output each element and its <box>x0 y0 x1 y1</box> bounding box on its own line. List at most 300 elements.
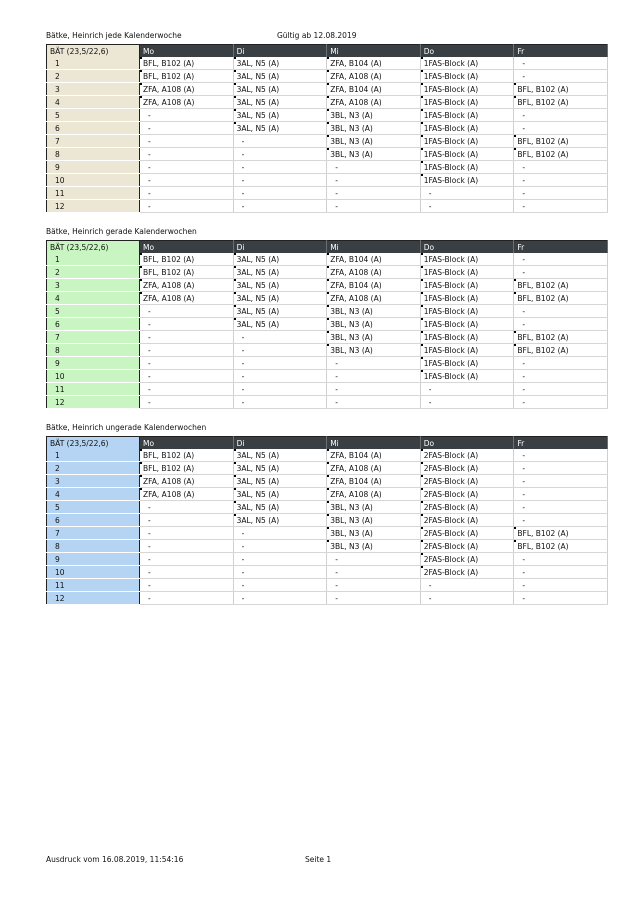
block-marker <box>327 475 329 477</box>
lesson-cell: - <box>420 579 514 592</box>
lesson-cell: - <box>514 174 608 187</box>
lesson-cell: 2FAS-Block (A) <box>420 527 514 540</box>
block-marker <box>421 148 423 150</box>
lesson-cell: - <box>140 514 234 527</box>
lesson-cell: 3BL, N3 (A) <box>327 148 421 161</box>
block-marker <box>327 266 329 268</box>
block-marker <box>421 370 423 372</box>
lesson-cell: 2FAS-Block (A) <box>420 449 514 462</box>
lesson-cell: - <box>514 370 608 383</box>
lesson-cell: 3AL, N5 (A) <box>233 462 327 475</box>
lesson-cell: - <box>514 566 608 579</box>
lesson-cell: - <box>140 109 234 122</box>
lesson-cell: 3BL, N3 (A) <box>327 135 421 148</box>
period-number: 5 <box>47 109 140 122</box>
lesson-cell: 1FAS-Block (A) <box>420 122 514 135</box>
table-row <box>47 344 608 357</box>
block-marker <box>327 540 329 542</box>
lesson-cell: ZFA, B104 (A) <box>327 253 421 266</box>
block-marker <box>327 122 329 124</box>
lesson-cell: 3BL, N3 (A) <box>327 501 421 514</box>
lesson-cell: - <box>140 331 234 344</box>
lesson-cell: - <box>514 475 608 488</box>
period-number: 6 <box>47 514 140 527</box>
lesson-cell: ZFA, A108 (A) <box>140 96 234 109</box>
block-marker <box>514 527 516 529</box>
lesson-cell: 1FAS-Block (A) <box>420 331 514 344</box>
lesson-cell: - <box>514 161 608 174</box>
lesson-cell: BFL, B102 (A) <box>140 462 234 475</box>
block-marker <box>514 135 516 137</box>
block-marker <box>514 279 516 281</box>
lesson-cell: 2FAS-Block (A) <box>420 462 514 475</box>
lesson-cell: 1FAS-Block (A) <box>420 344 514 357</box>
lesson-cell: ZFA, A108 (A) <box>140 475 234 488</box>
block-marker <box>421 57 423 59</box>
day-header: Fr <box>514 241 608 254</box>
period-number: 9 <box>47 357 140 370</box>
block-marker <box>514 331 516 333</box>
table-row <box>47 540 608 553</box>
lesson-cell: - <box>140 592 234 605</box>
lesson-cell: BFL, B102 (A) <box>514 135 608 148</box>
lesson-cell: - <box>140 553 234 566</box>
lesson-cell: 1FAS-Block (A) <box>420 83 514 96</box>
block-marker <box>421 318 423 320</box>
block-marker <box>327 501 329 503</box>
lesson-cell: - <box>420 383 514 396</box>
lesson-cell: 3BL, N3 (A) <box>327 109 421 122</box>
table-row <box>47 122 608 135</box>
period-number: 11 <box>47 579 140 592</box>
day-header: Mi <box>327 437 421 450</box>
lesson-cell: - <box>514 383 608 396</box>
period-number: 4 <box>47 488 140 501</box>
block-marker <box>234 475 236 477</box>
lesson-cell: ZFA, A108 (A) <box>140 83 234 96</box>
block-marker <box>234 279 236 281</box>
lesson-cell: - <box>327 383 421 396</box>
block-marker <box>421 174 423 176</box>
table-row <box>47 253 608 266</box>
day-header: Di <box>233 241 327 254</box>
table-row <box>47 70 608 83</box>
table-row <box>47 187 608 200</box>
block-marker <box>140 57 142 59</box>
block-marker <box>234 57 236 59</box>
table-row <box>47 370 608 383</box>
lesson-cell: - <box>327 370 421 383</box>
lesson-cell: - <box>140 174 234 187</box>
print-timestamp: Ausdruck vom 16.08.2019, 11:54:16 <box>46 855 184 864</box>
lesson-cell: 3BL, N3 (A) <box>327 344 421 357</box>
section-title-odd-weeks: Bätke, Heinrich ungerade Kalenderwochen <box>46 423 207 432</box>
block-marker <box>140 96 142 98</box>
block-marker <box>421 449 423 451</box>
period-number: 3 <box>47 279 140 292</box>
lesson-cell: - <box>233 148 327 161</box>
lesson-cell: 3AL, N5 (A) <box>233 488 327 501</box>
lesson-cell: - <box>140 148 234 161</box>
lesson-cell: ZFA, B104 (A) <box>327 279 421 292</box>
block-marker <box>514 344 516 346</box>
lesson-cell: ZFA, A108 (A) <box>140 488 234 501</box>
table-row <box>47 174 608 187</box>
period-number: 6 <box>47 318 140 331</box>
lesson-cell: - <box>514 305 608 318</box>
lesson-cell: - <box>233 553 327 566</box>
lesson-cell: ZFA, B104 (A) <box>327 449 421 462</box>
table-row <box>47 527 608 540</box>
period-number: 8 <box>47 344 140 357</box>
lesson-cell: BFL, B102 (A) <box>514 96 608 109</box>
period-number: 4 <box>47 96 140 109</box>
block-marker <box>327 83 329 85</box>
lesson-cell: 1FAS-Block (A) <box>420 57 514 70</box>
lesson-cell: - <box>514 462 608 475</box>
table-row <box>47 135 608 148</box>
lesson-cell: ZFA, A108 (A) <box>140 279 234 292</box>
block-marker <box>421 83 423 85</box>
lesson-cell: - <box>514 514 608 527</box>
lesson-cell: - <box>514 266 608 279</box>
lesson-cell: BFL, B102 (A) <box>514 148 608 161</box>
block-marker <box>234 488 236 490</box>
table-row <box>47 148 608 161</box>
lesson-cell: 3AL, N5 (A) <box>233 279 327 292</box>
block-marker <box>421 488 423 490</box>
teacher-label: BÄT (23,5/22,6) <box>47 437 140 450</box>
lesson-cell: 1FAS-Block (A) <box>420 161 514 174</box>
lesson-cell: - <box>233 187 327 200</box>
teacher-label: BÄT (23,5/22,6) <box>47 45 140 58</box>
lesson-cell: 1FAS-Block (A) <box>420 292 514 305</box>
lesson-cell: 1FAS-Block (A) <box>420 253 514 266</box>
lesson-cell: - <box>233 357 327 370</box>
block-marker <box>234 122 236 124</box>
day-header: Do <box>420 437 514 450</box>
table-row <box>47 383 608 396</box>
header-row <box>47 45 608 58</box>
lesson-cell: - <box>140 501 234 514</box>
lesson-cell: 2FAS-Block (A) <box>420 514 514 527</box>
block-marker <box>234 96 236 98</box>
period-number: 12 <box>47 200 140 213</box>
section-title-even-weeks: Bätke, Heinrich gerade Kalenderwochen <box>46 227 197 236</box>
period-number: 6 <box>47 122 140 135</box>
period-number: 11 <box>47 383 140 396</box>
timetable-odd-weeks <box>46 436 608 605</box>
block-marker <box>421 96 423 98</box>
block-marker <box>421 122 423 124</box>
block-marker <box>327 344 329 346</box>
lesson-cell: - <box>327 566 421 579</box>
block-marker <box>327 70 329 72</box>
lesson-cell: BFL, B102 (A) <box>514 279 608 292</box>
block-marker <box>421 501 423 503</box>
period-number: 5 <box>47 305 140 318</box>
day-header: Mo <box>140 437 234 450</box>
lesson-cell: - <box>514 488 608 501</box>
lesson-cell: - <box>514 122 608 135</box>
block-marker <box>514 83 516 85</box>
table-row <box>47 488 608 501</box>
day-header: Di <box>233 45 327 58</box>
lesson-cell: ZFA, B104 (A) <box>327 83 421 96</box>
lesson-cell: ZFA, B104 (A) <box>327 57 421 70</box>
lesson-cell: - <box>233 135 327 148</box>
day-header: Do <box>420 241 514 254</box>
lesson-cell: BFL, B102 (A) <box>514 527 608 540</box>
lesson-cell: 1FAS-Block (A) <box>420 370 514 383</box>
table-row <box>47 96 608 109</box>
block-marker <box>421 279 423 281</box>
lesson-cell: 1FAS-Block (A) <box>420 279 514 292</box>
lesson-cell: - <box>514 70 608 83</box>
header-row <box>47 241 608 254</box>
block-marker <box>421 331 423 333</box>
lesson-cell: 3AL, N5 (A) <box>233 501 327 514</box>
lesson-cell: ZFA, A108 (A) <box>327 292 421 305</box>
lesson-cell: ZFA, A108 (A) <box>327 266 421 279</box>
lesson-cell: - <box>233 161 327 174</box>
lesson-cell: 3AL, N5 (A) <box>233 318 327 331</box>
lesson-cell: 1FAS-Block (A) <box>420 357 514 370</box>
lesson-cell: 1FAS-Block (A) <box>420 174 514 187</box>
block-marker <box>421 553 423 555</box>
lesson-cell: - <box>140 200 234 213</box>
lesson-cell: - <box>327 174 421 187</box>
lesson-cell: - <box>140 318 234 331</box>
lesson-cell: - <box>233 200 327 213</box>
block-marker <box>421 357 423 359</box>
lesson-cell: 2FAS-Block (A) <box>420 488 514 501</box>
lesson-cell: - <box>514 200 608 213</box>
day-header: Mi <box>327 45 421 58</box>
lesson-cell: - <box>233 579 327 592</box>
block-marker <box>327 488 329 490</box>
block-marker <box>421 109 423 111</box>
table-row <box>47 396 608 409</box>
period-number: 3 <box>47 475 140 488</box>
block-marker <box>234 253 236 255</box>
block-marker <box>234 83 236 85</box>
lesson-cell: 3AL, N5 (A) <box>233 475 327 488</box>
lesson-cell: 3BL, N3 (A) <box>327 331 421 344</box>
lesson-cell: - <box>140 135 234 148</box>
lesson-cell: - <box>140 344 234 357</box>
lesson-cell: - <box>327 200 421 213</box>
lesson-cell: ZFA, A108 (A) <box>327 70 421 83</box>
lesson-cell: - <box>140 383 234 396</box>
lesson-cell: 3AL, N5 (A) <box>233 514 327 527</box>
lesson-cell: BFL, B102 (A) <box>514 331 608 344</box>
period-number: 12 <box>47 592 140 605</box>
lesson-cell: BFL, B102 (A) <box>140 57 234 70</box>
lesson-cell: - <box>514 553 608 566</box>
table-row <box>47 475 608 488</box>
lesson-cell: - <box>233 331 327 344</box>
period-number: 4 <box>47 292 140 305</box>
block-marker <box>327 305 329 307</box>
lesson-cell: - <box>327 187 421 200</box>
lesson-cell: - <box>140 566 234 579</box>
block-marker <box>140 83 142 85</box>
block-marker <box>421 292 423 294</box>
lesson-cell: 1FAS-Block (A) <box>420 266 514 279</box>
table-row <box>47 109 608 122</box>
lesson-cell: - <box>420 187 514 200</box>
block-marker <box>327 292 329 294</box>
block-marker <box>421 305 423 307</box>
block-marker <box>140 253 142 255</box>
day-header: Mo <box>140 45 234 58</box>
table-row <box>47 592 608 605</box>
lesson-cell: - <box>514 57 608 70</box>
lesson-cell: - <box>140 527 234 540</box>
lesson-cell: - <box>327 579 421 592</box>
block-marker <box>140 449 142 451</box>
lesson-cell: - <box>140 396 234 409</box>
block-marker <box>421 135 423 137</box>
block-marker <box>421 344 423 346</box>
lesson-cell: - <box>420 592 514 605</box>
period-number: 1 <box>47 253 140 266</box>
lesson-cell: - <box>140 305 234 318</box>
period-number: 10 <box>47 566 140 579</box>
block-marker <box>327 109 329 111</box>
block-marker <box>327 462 329 464</box>
section-title-every-week: Bätke, Heinrich jede Kalenderwoche <box>46 31 182 40</box>
header-row <box>47 437 608 450</box>
block-marker <box>421 266 423 268</box>
day-header: Do <box>420 45 514 58</box>
block-marker <box>421 514 423 516</box>
block-marker <box>140 475 142 477</box>
period-number: 2 <box>47 266 140 279</box>
lesson-cell: - <box>233 566 327 579</box>
block-marker <box>234 292 236 294</box>
period-number: 1 <box>47 449 140 462</box>
lesson-cell: - <box>514 109 608 122</box>
table-row <box>47 279 608 292</box>
block-marker <box>327 96 329 98</box>
lesson-cell: BFL, B102 (A) <box>140 266 234 279</box>
table-row <box>47 200 608 213</box>
table-row <box>47 514 608 527</box>
lesson-cell: - <box>514 579 608 592</box>
lesson-cell: ZFA, A108 (A) <box>327 488 421 501</box>
lesson-cell: - <box>327 553 421 566</box>
lesson-cell: 3BL, N3 (A) <box>327 305 421 318</box>
table-row <box>47 292 608 305</box>
lesson-cell: 2FAS-Block (A) <box>420 540 514 553</box>
period-number: 7 <box>47 331 140 344</box>
lesson-cell: BFL, B102 (A) <box>514 540 608 553</box>
period-number: 11 <box>47 187 140 200</box>
lesson-cell: 3BL, N3 (A) <box>327 122 421 135</box>
day-header: Mi <box>327 241 421 254</box>
lesson-cell: - <box>327 161 421 174</box>
lesson-cell: - <box>327 592 421 605</box>
block-marker <box>234 109 236 111</box>
block-marker <box>140 292 142 294</box>
table-row <box>47 305 608 318</box>
lesson-cell: 3AL, N5 (A) <box>233 253 327 266</box>
lesson-cell: - <box>140 540 234 553</box>
block-marker <box>514 148 516 150</box>
lesson-cell: 1FAS-Block (A) <box>420 148 514 161</box>
table-row <box>47 579 608 592</box>
table-row <box>47 57 608 70</box>
lesson-cell: ZFA, B104 (A) <box>327 475 421 488</box>
teacher-label: BÄT (23,5/22,6) <box>47 241 140 254</box>
lesson-cell: 3AL, N5 (A) <box>233 109 327 122</box>
lesson-cell: 1FAS-Block (A) <box>420 109 514 122</box>
block-marker <box>234 514 236 516</box>
period-number: 9 <box>47 553 140 566</box>
table-row <box>47 331 608 344</box>
block-marker <box>327 527 329 529</box>
lesson-cell: - <box>514 396 608 409</box>
block-marker <box>514 292 516 294</box>
block-marker <box>234 70 236 72</box>
period-number: 5 <box>47 501 140 514</box>
lesson-cell: 3AL, N5 (A) <box>233 57 327 70</box>
block-marker <box>234 305 236 307</box>
block-marker <box>234 449 236 451</box>
block-marker <box>327 331 329 333</box>
period-number: 12 <box>47 396 140 409</box>
table-row <box>47 161 608 174</box>
lesson-cell: 3AL, N5 (A) <box>233 266 327 279</box>
day-header: Di <box>233 437 327 450</box>
timetable-even-weeks <box>46 240 608 409</box>
block-marker <box>421 70 423 72</box>
table-row <box>47 449 608 462</box>
lesson-cell: 2FAS-Block (A) <box>420 501 514 514</box>
lesson-cell: BFL, B102 (A) <box>140 449 234 462</box>
period-number: 8 <box>47 540 140 553</box>
lesson-cell: - <box>233 383 327 396</box>
lesson-cell: 3AL, N5 (A) <box>233 449 327 462</box>
lesson-cell: - <box>327 396 421 409</box>
day-header: Mo <box>140 241 234 254</box>
page-number: Seite 1 <box>305 855 332 864</box>
lesson-cell: - <box>233 174 327 187</box>
block-marker <box>327 318 329 320</box>
lesson-cell: - <box>514 187 608 200</box>
lesson-cell: ZFA, A108 (A) <box>140 292 234 305</box>
lesson-cell: - <box>514 592 608 605</box>
lesson-cell: - <box>420 200 514 213</box>
period-number: 2 <box>47 70 140 83</box>
lesson-cell: - <box>233 370 327 383</box>
lesson-cell: ZFA, A108 (A) <box>327 462 421 475</box>
table-row <box>47 357 608 370</box>
lesson-cell: - <box>140 370 234 383</box>
period-number: 10 <box>47 174 140 187</box>
block-marker <box>327 253 329 255</box>
lesson-cell: 3AL, N5 (A) <box>233 96 327 109</box>
lesson-cell: - <box>140 579 234 592</box>
lesson-cell: - <box>514 357 608 370</box>
block-marker <box>234 462 236 464</box>
lesson-cell: - <box>140 187 234 200</box>
block-marker <box>327 514 329 516</box>
block-marker <box>327 135 329 137</box>
block-marker <box>327 279 329 281</box>
